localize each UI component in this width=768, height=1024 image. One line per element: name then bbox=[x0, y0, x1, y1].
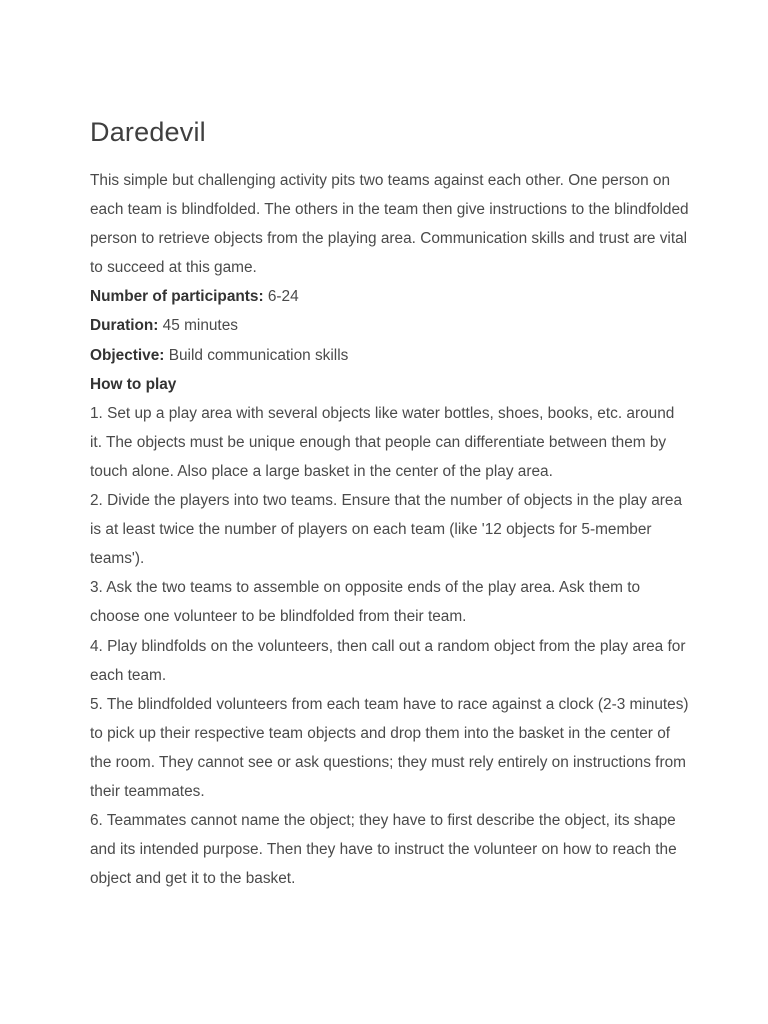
intro-paragraph: This simple but challenging activity pits two teams against each other. One person on each team is blindfolded. The others in the team then give instructions to the blindfolded person to retrieve objects from the playing area. Communication skills and trust are vital to succeed at this game. bbox=[90, 172, 689, 277]
participants-value: 6-24 bbox=[263, 288, 299, 306]
duration-label: Duration: bbox=[90, 317, 159, 335]
step-3: 3. Ask the two teams to assemble on opposite ends of the play area. Ask them to choose one volunteer to be blindfolded from their team. bbox=[90, 579, 641, 626]
page-title: Daredevil bbox=[90, 117, 206, 147]
objective-label: Objective: bbox=[90, 346, 165, 364]
step-4: 4. Play blindfolds on the volunteers, then call out a random object from the play area for each team. bbox=[90, 637, 686, 684]
objective-line bbox=[90, 341, 690, 370]
document-page bbox=[90, 112, 690, 893]
step-6: 6. Teammates cannot name the object; they have to first describe the object, its shape and its intended purpose. Then they have to instruct the volunteer on how to reach the object and get it to the basket. bbox=[90, 812, 677, 888]
duration-value: 45 minutes bbox=[158, 317, 238, 335]
how-to-play-heading: How to play bbox=[90, 375, 177, 393]
step-5: 5. The blindfolded volunteers from each team have to race against a clock (2-3 minutes) to pick up their respective team objects and drop them into the basket in the center of the room. They cannot see or ask questions; they must rely entirely on instructions from their teammates. bbox=[90, 695, 689, 800]
step-1: 1. Set up a play area with several objects like water bottles, shoes, books, etc. around it. The objects must be unique enough that people can differentiate between them by touch alone. Also place a large basket in the center of the play area. bbox=[90, 404, 675, 480]
duration-line bbox=[90, 311, 690, 340]
participants-label: Number of participants: bbox=[90, 288, 264, 306]
objective-value: Build communication skills bbox=[164, 346, 349, 364]
step-2: 2. Divide the players into two teams. Ensure that the number of objects in the play area is at least twice the number of players on each team (like '12 objects for 5-member teams'). bbox=[90, 492, 683, 568]
participants-line bbox=[90, 282, 690, 311]
